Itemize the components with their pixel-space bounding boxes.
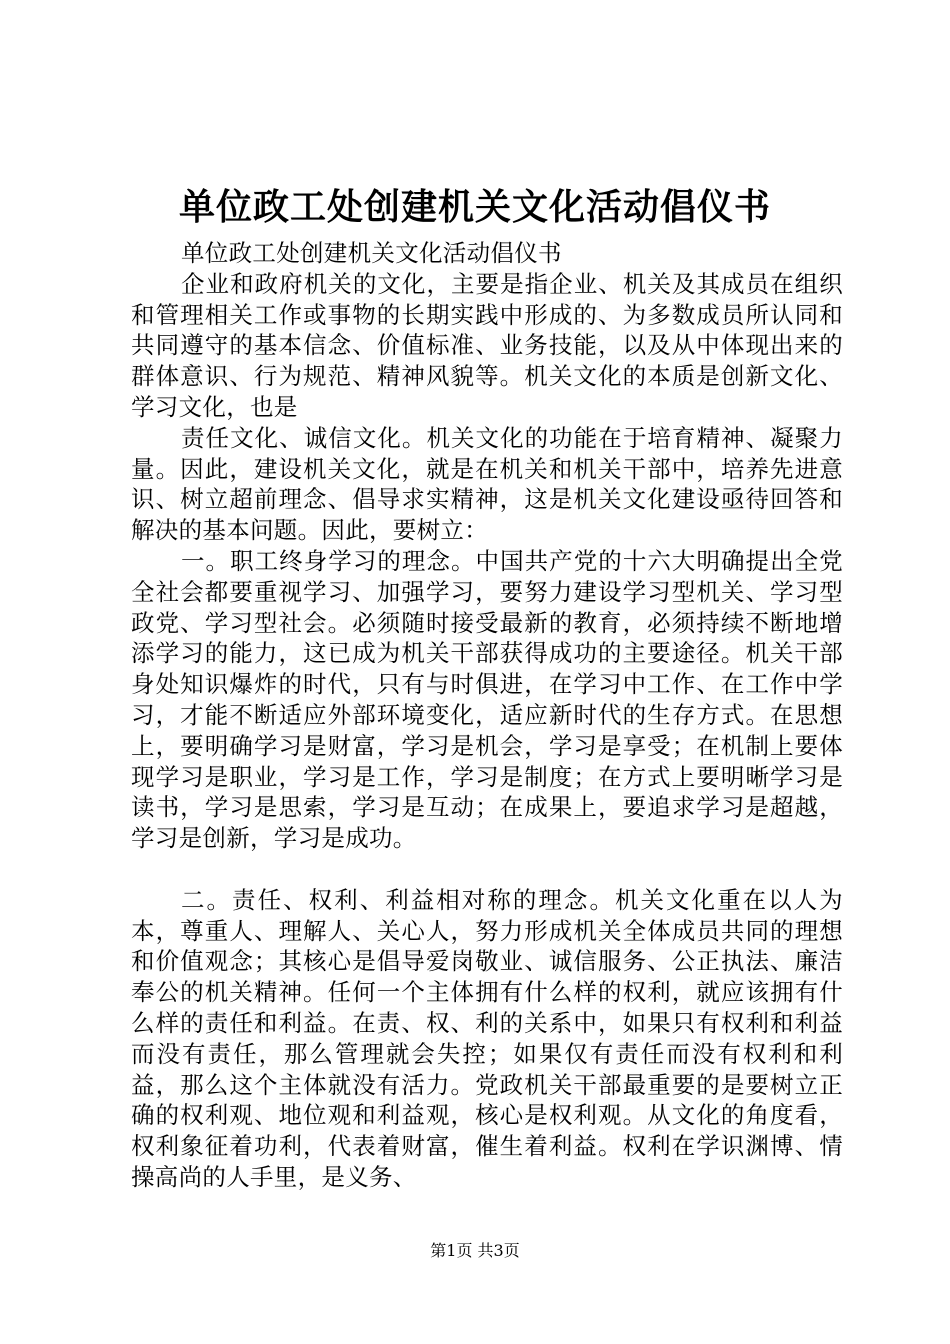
paragraph-intro: 企业和政府机关的文化，主要是指企业、机关及其成员在组织和管理相关工作或事物的长期实践中形成的、为多数成员所认同和共同遵守的基本信念、价值标准、业务技能，以及从中体现出来的群体意识、行为规范、精神风貌等。机关文化的本质是创新文化、学习文化，也是 xyxy=(131,269,843,421)
paragraph-function: 责任文化、诚信文化。机关文化的功能在于培育精神、凝聚力量。因此，建设机关文化，就是在机关和机关干部中，培养先进意识、树立超前理念、倡导求实精神，这是机关文化建设亟待回答和解决的基本问题。因此，要树立： xyxy=(131,423,843,545)
page-footer: 第1页 共3页 xyxy=(430,1241,520,1260)
paragraph-point-one: 一。职工终身学习的理念。中国共产党的十六大明确提出全党全社会都要重视学习、加强学习，要努力建设学习型机关、学习型政党、学习型社会。必须随时接受最新的教育，必须持续不断地增添学习的能力，这已成为机关干部获得成功的主要途径。机关干部身处知识爆炸的时代，只有与时俱进，在学习中工作、在工作中学习，才能不断适应外部环境变化，适应新时代的生存方式。在思想上，要明确学习是财富，学习是机会，学习是享受；在机制上要体现学习是职业，学习是工作，学习是制度；在方式上要明晰学习是读书，学习是思索，学习是互动；在成果上，要追求学习是超越，学习是创新，学习是成功。 xyxy=(131,546,843,853)
paragraph-heading-repeat: 单位政工处创建机关文化活动倡仪书 xyxy=(181,239,562,267)
document-body xyxy=(131,238,843,1193)
page-title: 单位政工处创建机关文化活动倡仪书 xyxy=(178,186,771,228)
paragraph-point-two: 二。责任、权利、利益相对称的理念。机关文化重在以人为本，尊重人、理解人、关心人，努力形成机关全体成员共同的理想和价值观念；其核心是倡导爱岗敬业、诚信服务、公正执法、廉洁奉公的机关精神。任何一个主体拥有什么样的权利，就应该拥有什么样的责任和利益。在责、权、利的关系中，如果只有权利和利益而没有责任，那么管理就会失控；如果仅有责任而没有权利和利益，那么这个主体就没有活力。党政机关干部最重要的是要树立正确的权利观、地位观和利益观，核心是权利观。从文化的角度看，权利象征着功利，代表着财富，催生着利益。权利在学识渊博、情操高尚的人手里，是义务、 xyxy=(131,885,843,1191)
